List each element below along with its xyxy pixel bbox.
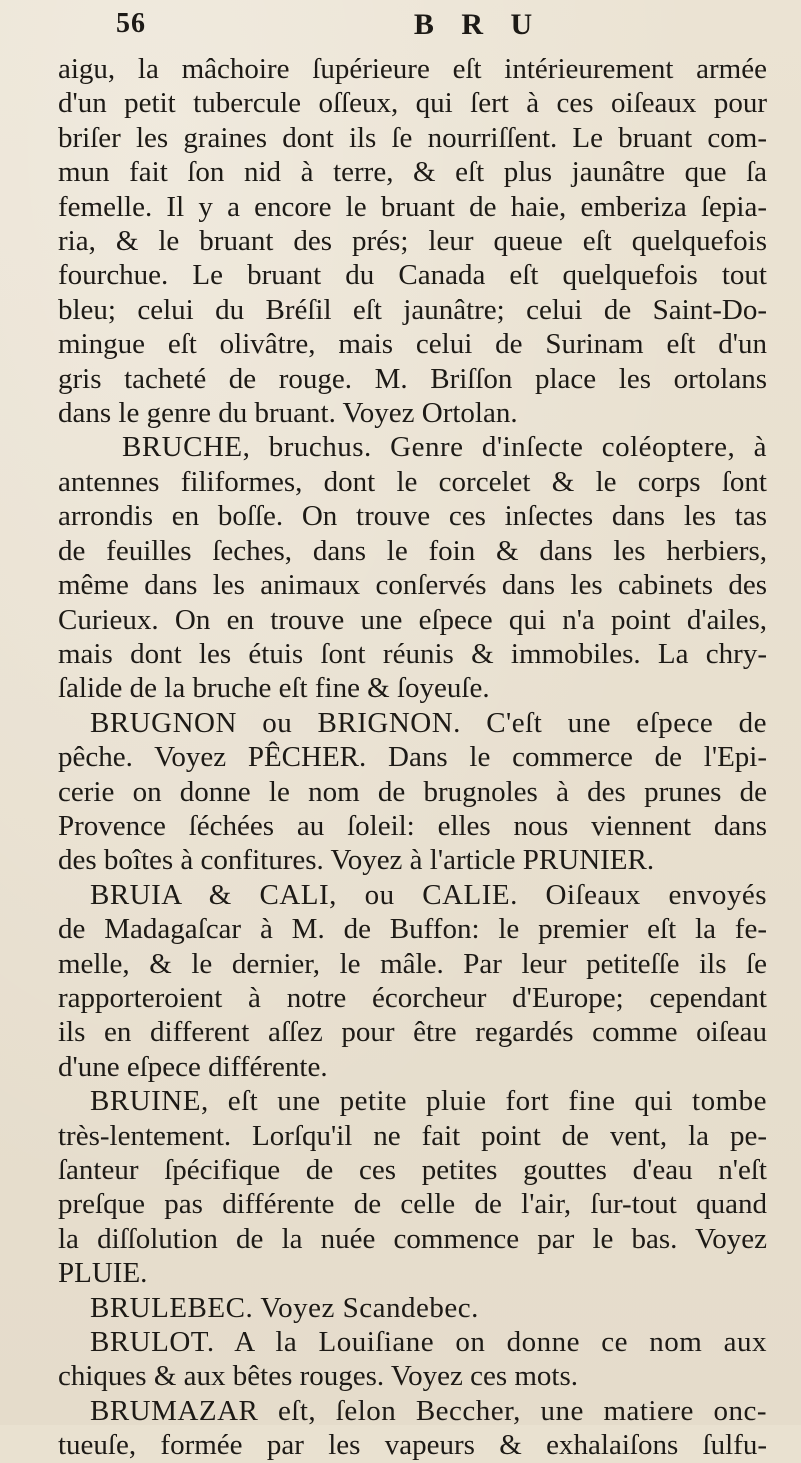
text-line: très-lentement. Lorſqu'il ne fait point de vent, la pe- — [58, 1119, 767, 1152]
text-line: la diſſolution de la nuée commence par le bas. Voyez — [58, 1222, 767, 1255]
entry-brulebec — [58, 1291, 767, 1325]
text-line: cerie on donne le nom de brugnoles à des prunes de — [58, 775, 767, 808]
text-line: mingue eſt olivâtre, mais celui de Surinam eſt d'un — [58, 328, 767, 361]
text-line: antennes filiformes, dont le corcelet & le corps ſont — [58, 465, 767, 498]
entry-heading-line: BRUCHE, bruchus. Genre d'inſecte coléoptere, à — [122, 431, 767, 464]
page-number: 56 — [116, 8, 146, 39]
text-line: PLUIE. — [58, 1257, 148, 1290]
entry-bruant-continuation — [58, 52, 767, 430]
text-line: mais dont les étuis ſont réunis & immobiles. La chry- — [58, 637, 767, 670]
entry-brulot — [58, 1325, 767, 1394]
page-header — [58, 8, 767, 48]
text-line: aigu, la mâchoire ſupérieure eſt intérieurement armée — [58, 53, 767, 85]
entry-heading-line: BRUIA & CALI, ou CALIE. Oiſeaux envoyés — [90, 878, 767, 911]
text-line: mun fait ſon nid à terre, & eſt plus jaunâtre que ſa — [58, 156, 767, 189]
text-line: femelle. Il y a encore le bruant de haie, emberiza ſepia- — [58, 190, 767, 223]
entry-heading-line: BRUINE, eſt une petite pluie fort fine qui tombe — [90, 1085, 767, 1118]
text-line: melle, & le dernier, le mâle. Par leur petiteſſe ils ſe — [58, 947, 767, 980]
entry-bruine — [58, 1084, 767, 1290]
entry-bruche — [58, 430, 767, 705]
text-line: de Madagaſcar à M. de Buffon: le premier eſt la fe- — [58, 913, 767, 946]
entry-heading-line: BRUGNON ou BRIGNON. C'eſt une eſpece de — [90, 706, 767, 739]
text-line: des boîtes à confitures. Voyez à l'article PRUNIER. — [58, 844, 655, 877]
text-line: de feuilles ſeches, dans le foin & dans les herbiers, — [58, 534, 767, 567]
entry-brugnon — [58, 706, 767, 878]
text-line: Curieux. On en trouve une eſpece qui n'a point d'ailes, — [58, 603, 767, 636]
text-line: briſer les graines dont ils ſe nourriſſent. Le bruant com- — [58, 121, 767, 154]
text-line: rapporteroient à notre écorcheur d'Europe; cependant — [58, 981, 767, 1014]
text-line: ſanteur ſpécifique de ces petites gouttes d'eau n'eſt — [58, 1154, 767, 1186]
entry-heading-line: BRUMAZAR eſt, ſelon Beccher, une matiere onc- — [90, 1394, 767, 1427]
body-text — [58, 52, 767, 1463]
text-line: ſalide de la bruche eſt fine & ſoyeuſe. — [58, 672, 490, 705]
text-line: ils en different aſſez pour être regardés comme oiſeau — [58, 1016, 767, 1049]
text-line: pêche. Voyez PÊCHER. Dans le commerce de l'Epi- — [58, 741, 767, 774]
text-line: dans le genre du bruant. Voyez Ortolan. — [58, 397, 518, 430]
entry-brumazar — [58, 1394, 767, 1463]
text-line: Provence ſéchées au ſoleil: elles nous viennent dans — [58, 809, 767, 842]
text-line: arrondis en boſſe. On trouve ces inſectes dans les tas — [58, 500, 767, 533]
text-line: bleu; celui du Bréſil eſt jaunâtre; celui de Saint-Do- — [58, 293, 767, 326]
entry-bruia — [58, 878, 767, 1084]
text-line: fourchue. Le bruant du Canada eſt quelquefois tout — [58, 259, 767, 292]
text-line: même dans les animaux conſervés dans les cabinets des — [58, 569, 767, 602]
text-line: gris tacheté de rouge. M. Briſſon place les ortolans — [58, 362, 767, 395]
text-line: d'une eſpece différente. — [58, 1050, 328, 1083]
text-line: chiques & aux bêtes rouges. Voyez ces mots. — [58, 1360, 579, 1393]
text-line: d'un petit tubercule oſſeux, qui ſert à ces oiſeaux pour — [58, 87, 767, 120]
running-head: B R U — [413, 8, 543, 41]
text-line: preſque pas différente de celle de l'air, ſur-tout quand — [58, 1188, 767, 1221]
text-line: tueuſe, formée par les vapeurs & exhalaiſons ſulfu- — [58, 1429, 767, 1462]
text-line: ria, & le bruant des prés; leur queue eſt quelquefois — [58, 225, 767, 258]
entry-heading-line: BRULOT. A la Louiſiane on donne ce nom aux — [90, 1326, 767, 1359]
entry-heading-line: BRULEBEC. Voyez Scandebec. — [90, 1291, 479, 1324]
